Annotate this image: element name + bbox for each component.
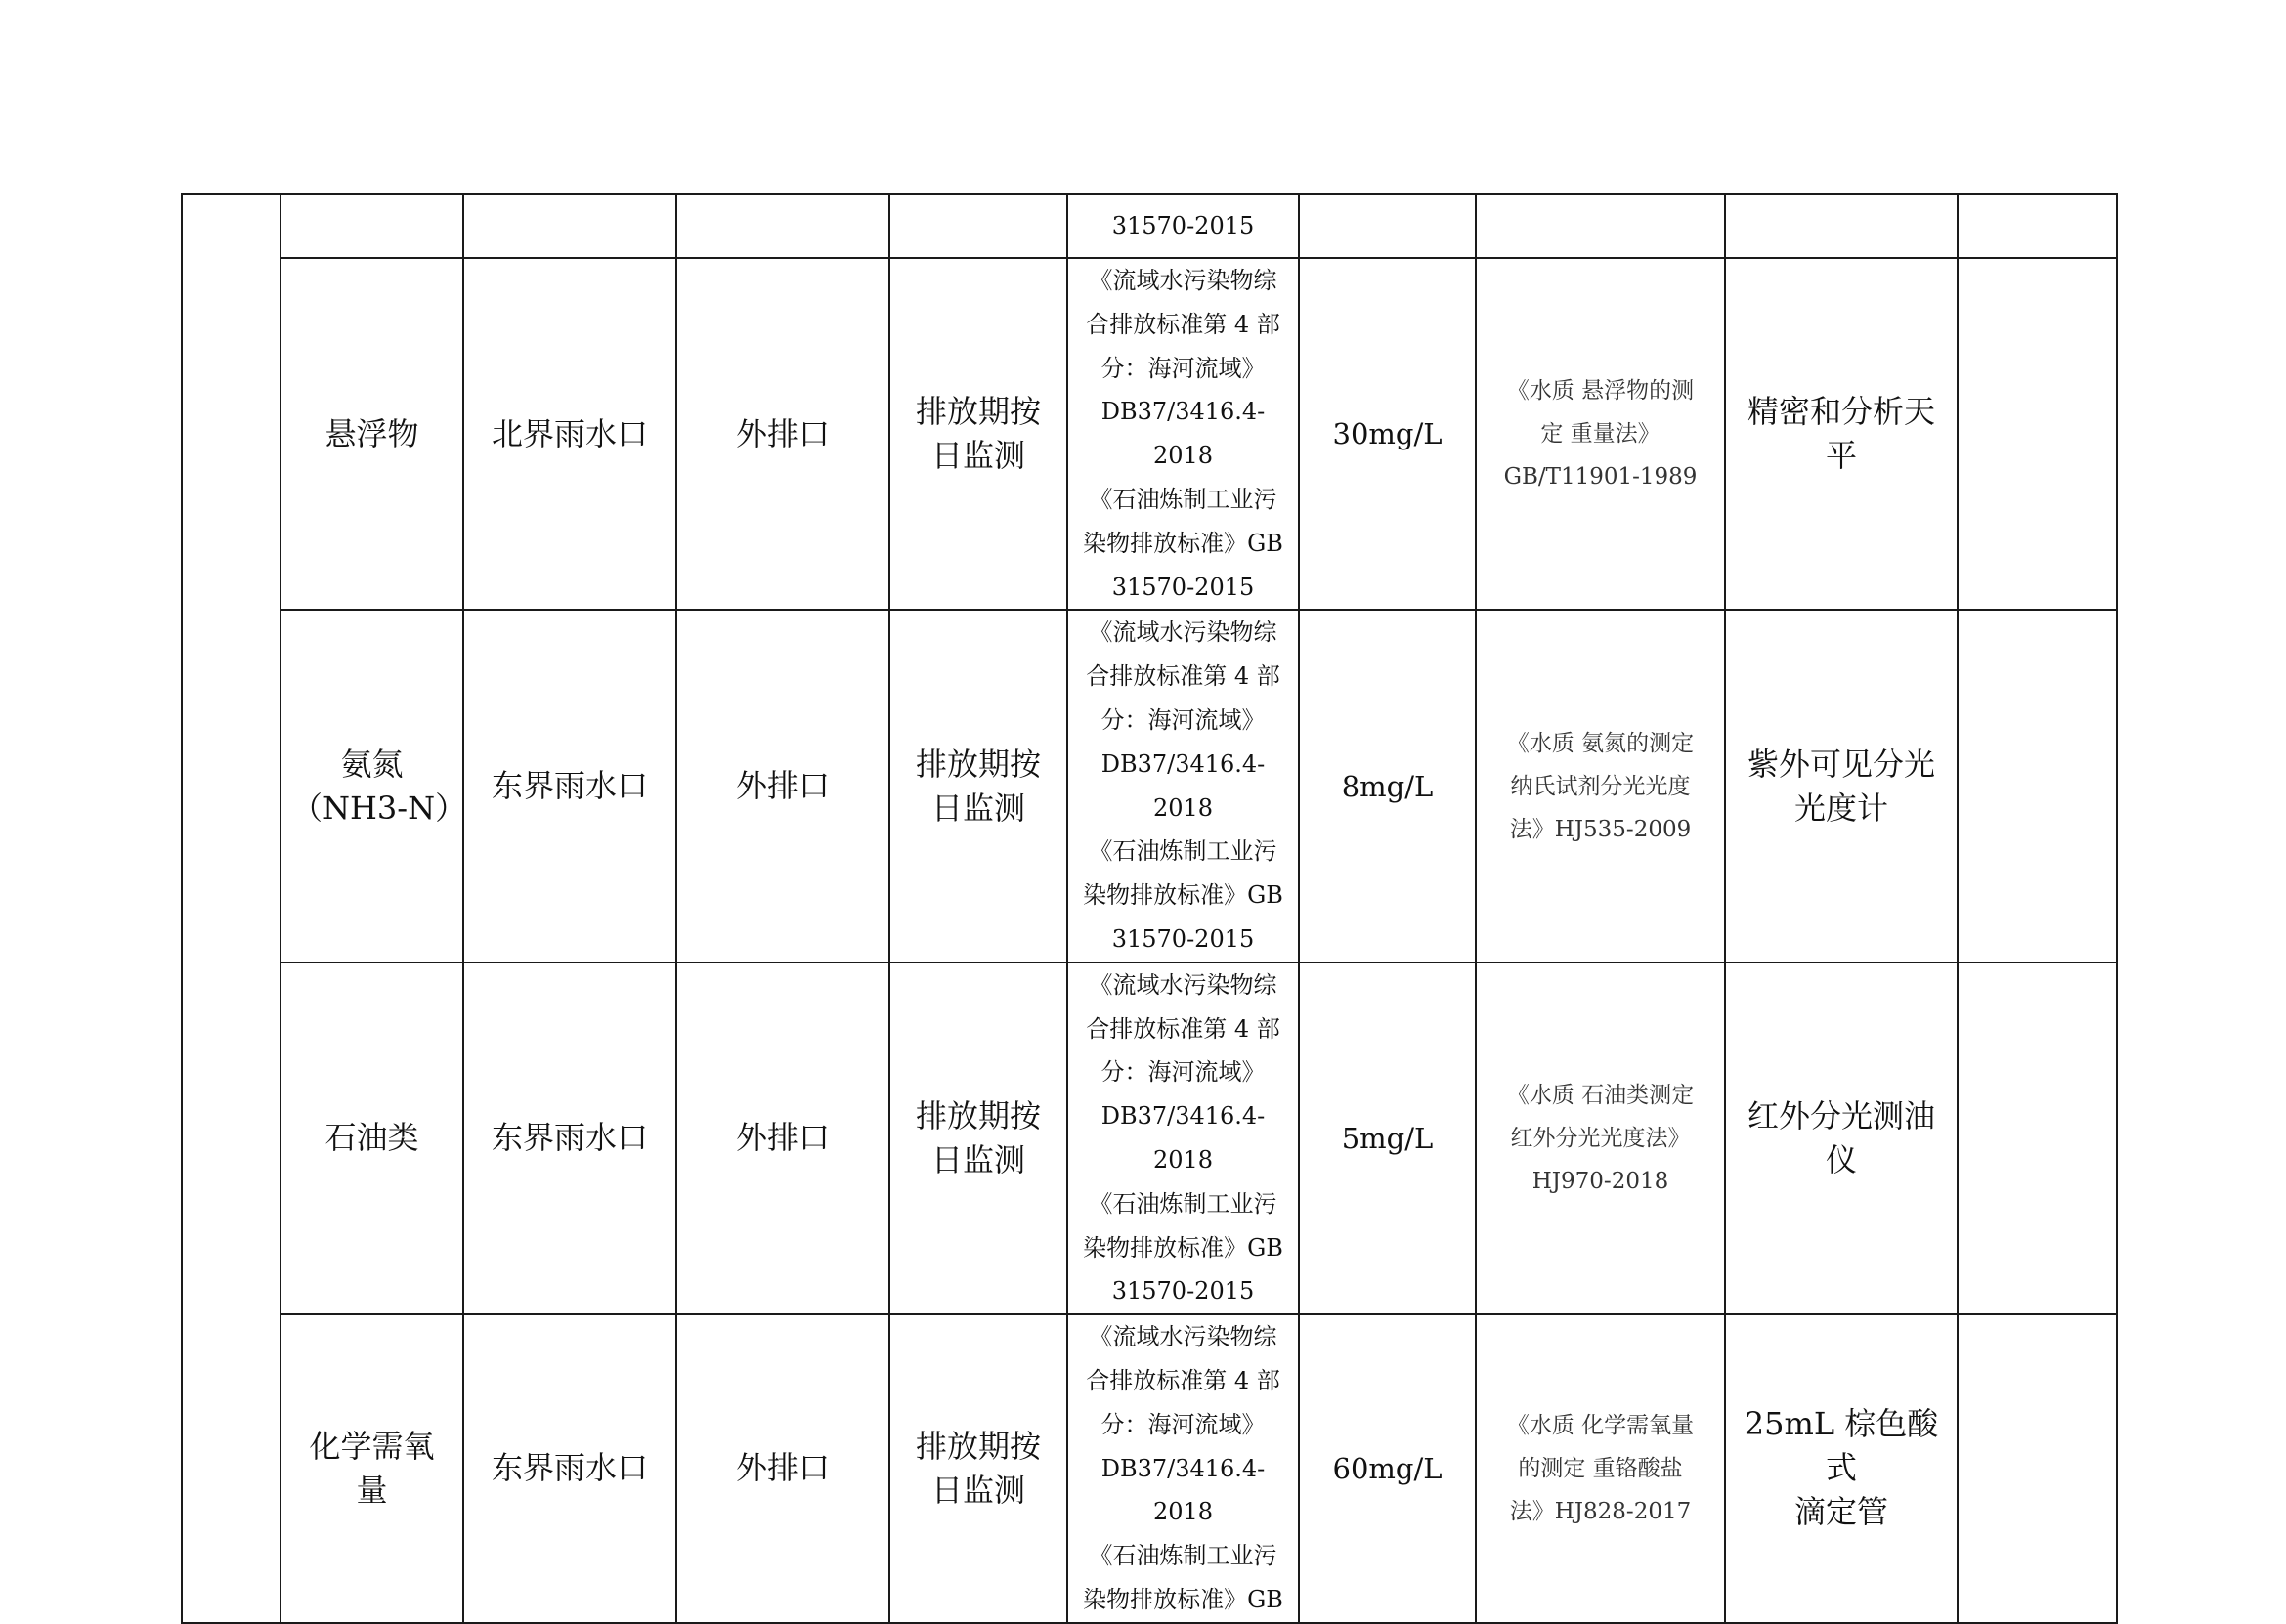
cell-frequency: 排放期按 日监测 <box>889 610 1067 962</box>
cell-empty <box>1299 194 1476 258</box>
cell-frequency: 排放期按 日监测 <box>889 1314 1067 1623</box>
table-row <box>182 1314 2117 1623</box>
cell-outlet-type: 外排口 <box>676 258 889 610</box>
cell-item: 氨氮 （NH3-N） <box>280 610 463 962</box>
cell-standard: 《流域水污染物综 合排放标准第 4 部 分：海河流域》 DB37/3416.4-2018 《石油炼制工业污 染物排放标准》GB 31570-2015 <box>1067 962 1299 1314</box>
cell-empty <box>676 194 889 258</box>
cell-empty <box>1958 258 2117 610</box>
cell-method: 《水质 悬浮物的测 定 重量法》 GB/T11901-1989 <box>1476 258 1725 610</box>
cell-limit: 5mg/L <box>1299 962 1476 1314</box>
cell-method: 《水质 氨氮的测定 纳氏试剂分光光度 法》HJ535-2009 <box>1476 610 1725 962</box>
cell-equipment: 25mL 棕色酸式 滴定管 <box>1725 1314 1958 1623</box>
cell-equipment: 红外分光测油 仪 <box>1725 962 1958 1314</box>
cell-equipment: 紫外可见分光 光度计 <box>1725 610 1958 962</box>
cell-standard: 31570-2015 <box>1067 194 1299 258</box>
cell-method: 《水质 化学需氧量 的测定 重铬酸盐 法》HJ828-2017 <box>1476 1314 1725 1623</box>
cell-limit: 60mg/L <box>1299 1314 1476 1623</box>
cell-empty <box>1725 194 1958 258</box>
cell-item: 悬浮物 <box>280 258 463 610</box>
cell-empty <box>1958 194 2117 258</box>
cell-item: 化学需氧 量 <box>280 1314 463 1623</box>
cell-empty <box>1958 962 2117 1314</box>
cell-standard: 《流域水污染物综 合排放标准第 4 部 分：海河流域》 DB37/3416.4-2018 《石油炼制工业污 染物排放标准》GB 31570-2015 <box>1067 258 1299 610</box>
cell-point: 东界雨水口 <box>463 962 676 1314</box>
table-row <box>182 962 2117 1314</box>
cell-point: 北界雨水口 <box>463 258 676 610</box>
cell-standard: 《流域水污染物综 合排放标准第 4 部 分：海河流域》 DB37/3416.4-2018 《石油炼制工业污 染物排放标准》GB 31570-2015 <box>1067 610 1299 962</box>
cell-limit: 30mg/L <box>1299 258 1476 610</box>
cell-item: 石油类 <box>280 962 463 1314</box>
cell-outlet-type: 外排口 <box>676 610 889 962</box>
cell-frequency: 排放期按 日监测 <box>889 258 1067 610</box>
merged-category-cell <box>182 194 280 1623</box>
cell-empty <box>463 194 676 258</box>
cell-point: 东界雨水口 <box>463 1314 676 1623</box>
cell-point: 东界雨水口 <box>463 610 676 962</box>
cell-frequency: 排放期按 日监测 <box>889 962 1067 1314</box>
table-row <box>182 258 2117 610</box>
cell-empty <box>1958 1314 2117 1623</box>
cell-method: 《水质 石油类测定 红外分光光度法》 HJ970-2018 <box>1476 962 1725 1314</box>
cell-limit: 8mg/L <box>1299 610 1476 962</box>
table-row-continuation <box>182 194 2117 258</box>
cell-empty <box>280 194 463 258</box>
table-row <box>182 610 2117 962</box>
cell-outlet-type: 外排口 <box>676 1314 889 1623</box>
cell-equipment: 精密和分析天 平 <box>1725 258 1958 610</box>
cell-standard: 《流域水污染物综 合排放标准第 4 部 分：海河流域》 DB37/3416.4-2018 《石油炼制工业污 染物排放标准》GB <box>1067 1314 1299 1623</box>
monitoring-table <box>181 193 2118 1624</box>
cell-outlet-type: 外排口 <box>676 962 889 1314</box>
cell-empty <box>1476 194 1725 258</box>
cell-empty <box>889 194 1067 258</box>
cell-empty <box>1958 610 2117 962</box>
